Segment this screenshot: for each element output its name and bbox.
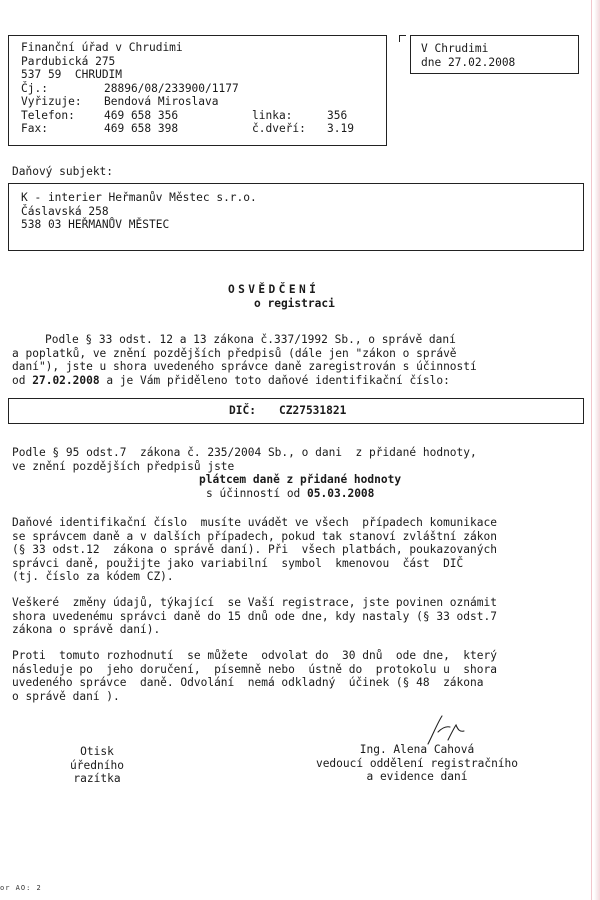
vat-effective-prefix: s účinností od — [206, 487, 301, 500]
registration-date: 27.02.2008 — [32, 373, 100, 387]
para3-line: (§ 33 odst.12 zákona o správě daní). Při všech platbách, poukazovaných — [12, 543, 497, 557]
subject-heading: Daňový subjekt: — [12, 165, 114, 178]
office-fax-value: 469 658 398 — [104, 122, 179, 135]
office-street: Pardubická 275 — [21, 54, 116, 68]
office-handler-value: Bendová Miroslava — [104, 95, 219, 108]
office-fax-label: Fax: — [21, 122, 48, 135]
para3-line: (tj. číslo za kódem CZ). — [12, 570, 174, 584]
office-city: 537 59 CHRUDIM — [21, 68, 123, 82]
dic-label: DIČ: — [229, 404, 256, 417]
document-subtitle: o registraci — [254, 297, 335, 310]
signatory-role-line1: vedoucí oddělení registračního — [315, 756, 519, 770]
page-edge-line — [591, 0, 592, 900]
stamp-line1: Otisk — [80, 745, 114, 758]
signatory-role-line2: a evidence daní — [366, 770, 468, 784]
date-text: dne 27.02.2008 — [421, 55, 516, 69]
para1-line1: Podle § 33 odst. 12 a 13 zákona č.337/1992 Sb., o správě daní — [45, 333, 456, 346]
office-handler-label: Vyřizuje: — [21, 95, 82, 108]
para3-line: se správcem daně a v dalších případech, pokud tak stanoví zvláštní zákon — [12, 529, 497, 543]
subject-city: 538 03 HEŘMANŮV MĚSTEC — [21, 218, 170, 232]
office-ref-value: 28896/08/233900/1177 — [104, 82, 239, 95]
office-name: Finanční úřad v Chrudimi — [21, 41, 183, 54]
vat-effective-line — [206, 487, 374, 501]
para4-line: zákona o správě daní). — [12, 623, 161, 637]
subject-name: K - interier Heřmanův Městec s.r.o. — [21, 191, 257, 204]
paragraph-changes — [12, 596, 497, 637]
vat-effective-date: 05.03.2008 — [307, 487, 375, 500]
para5-line: uvedeného správce daně. Odvolání nemá odkladný účinek (§ 48 zákona — [12, 676, 484, 690]
paragraph-registration — [12, 333, 477, 387]
office-phone-value: 469 658 356 — [104, 109, 179, 122]
paragraph-vat — [12, 446, 477, 473]
para5-line: Proti tomuto rozhodnutí se můžete odvolat do 30 dnů ode dne, který — [12, 649, 497, 662]
place-date-block — [421, 42, 515, 69]
place-date-corner-mark — [399, 35, 406, 42]
para3-line: správci daně, použijte jako variabilní symbol kmenovou část DIČ — [12, 556, 464, 570]
paragraph-dic-usage — [12, 516, 497, 584]
signatory-name: Ing. Alena Cahová — [359, 743, 475, 756]
document-title: OSVĚDČENÍ — [228, 283, 320, 296]
office-extension-value: 356 — [327, 109, 348, 122]
para5-line: následuje po jeho doručení, písemně nebo ústně do protokolu u shora — [12, 662, 497, 676]
place-text: V Chrudimi — [421, 42, 489, 55]
office-ref-label: Čj.: — [21, 82, 48, 95]
office-phone-label: Telefon: — [21, 109, 75, 122]
office-door-label: č.dveří: — [252, 122, 306, 135]
para4-line: Veškeré změny údajů, týkající se Vaší registrace, jste povinen oznámit — [12, 596, 497, 609]
footer-mark: or AO: 2 — [0, 884, 42, 892]
para2-line1: Podle § 95 odst.7 zákona č. 235/2004 Sb., o dani z přidané hodnoty, — [12, 446, 477, 459]
stamp-line2: úředního — [70, 758, 124, 772]
dic-value: CZ27531821 — [279, 404, 347, 417]
para1-line4 — [12, 374, 477, 388]
para3-line: Daňové identifikační číslo musíte uvádět ve všech případech komunikace — [12, 516, 497, 529]
stamp-placeholder — [42, 745, 152, 786]
para1-line2: a poplatků, ve znění pozdějších předpisů (dále jen "zákon o správě — [12, 346, 457, 360]
para2-line2: ve znění pozdějších předpisů jste — [12, 459, 235, 473]
paragraph-appeal — [12, 649, 497, 703]
subject-block — [21, 191, 257, 232]
stamp-line3: razítka — [73, 772, 121, 786]
subject-street: Čáslavská 258 — [21, 204, 109, 218]
page-edge-shadow — [594, 0, 600, 900]
para5-line: o správě daní ). — [12, 689, 120, 703]
office-address-block — [21, 41, 183, 82]
para1-line4-prefix: od — [12, 373, 26, 387]
office-extension-label: linka: — [252, 109, 293, 122]
para1-line3: daní"), jste u shora uvedeného správce daně zaregistrován s účinností — [12, 360, 477, 374]
para1-line4-suffix: a je Vám přiděleno toto daňové identifikační číslo: — [106, 373, 450, 387]
para4-line: shora uvedenému správci daně do 15 dnů ode dne, kdy nastaly (§ 33 odst.7 — [12, 609, 497, 623]
signatory-block — [282, 743, 552, 784]
office-door-value: 3.19 — [327, 122, 354, 135]
vat-payer-status: plátcem daně z přidané hodnoty — [199, 473, 402, 486]
